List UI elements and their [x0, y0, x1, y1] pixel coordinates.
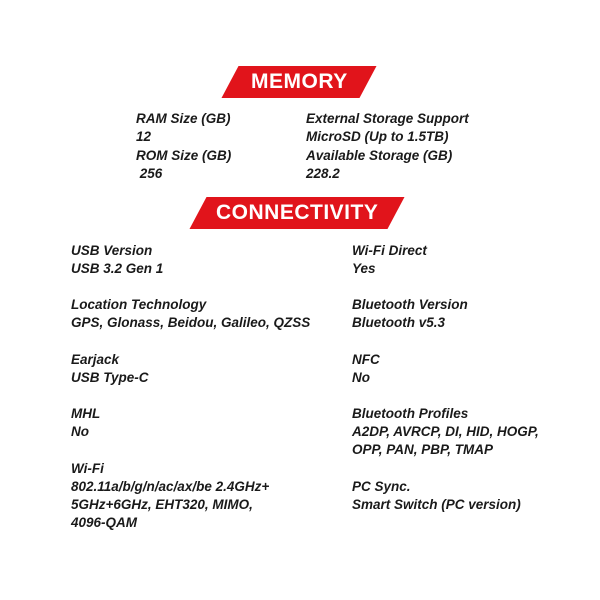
available-storage-spec: [306, 147, 452, 183]
pc-sync-spec: [352, 478, 521, 514]
spec-value: 256: [136, 166, 163, 181]
memory-section-header: [221, 66, 376, 98]
spec-value: 228.2: [306, 166, 340, 181]
bluetooth-version-spec: [352, 296, 468, 332]
memory-title: MEMORY: [250, 70, 348, 93]
spec-label: External Storage Support: [306, 111, 469, 126]
bluetooth-profiles-spec: [352, 405, 539, 459]
spec-value: 12: [136, 129, 152, 144]
ram-size-spec: [136, 110, 231, 146]
spec-label: Available Storage (GB): [306, 148, 453, 163]
spec-value: Yes: [352, 261, 376, 276]
earjack-spec: [71, 351, 149, 387]
spec-label: Bluetooth Version: [352, 297, 468, 312]
location-technology-spec: [71, 296, 310, 332]
spec-value-line: OPP, PAN, PBP, TMAP: [352, 442, 494, 457]
spec-label: NFC: [352, 352, 380, 367]
usb-version-spec: [71, 242, 163, 278]
mhl-spec: [71, 405, 100, 441]
spec-value: No: [352, 370, 370, 385]
spec-label: PC Sync.: [352, 479, 411, 494]
spec-value-line: 4096-QAM: [71, 515, 138, 530]
spec-value-line: 802.11a/b/g/n/ac/ax/be 2.4GHz+: [71, 479, 270, 494]
spec-value: Bluetooth v5.3: [352, 315, 446, 330]
spec-value: Smart Switch (PC version): [352, 497, 521, 512]
spec-label: Wi-Fi Direct: [352, 243, 427, 258]
spec-label: Location Technology: [71, 297, 207, 312]
spec-value: USB 3.2 Gen 1: [71, 261, 164, 276]
connectivity-section-header: [189, 197, 404, 229]
spec-value-line: A2DP, AVRCP, DI, HID, HOGP,: [352, 424, 539, 439]
rom-size-spec: [136, 147, 231, 183]
spec-value: USB Type-C: [71, 370, 149, 385]
connectivity-title: CONNECTIVITY: [215, 201, 379, 224]
spec-label: Bluetooth Profiles: [352, 406, 469, 421]
spec-value: GPS, Glonass, Beidou, Galileo, QZSS: [71, 315, 311, 330]
wifi-direct-spec: [352, 242, 427, 278]
spec-value-line: 5GHz+6GHz, EHT320, MIMO,: [71, 497, 253, 512]
spec-label: USB Version: [71, 243, 153, 258]
spec-label: Earjack: [71, 352, 120, 367]
external-storage-spec: [306, 110, 469, 146]
nfc-spec: [352, 351, 380, 387]
spec-value: MicroSD (Up to 1.5TB): [306, 129, 449, 144]
spec-value: No: [71, 424, 89, 439]
spec-label: ROM Size (GB): [136, 148, 232, 163]
spec-label: MHL: [71, 406, 101, 421]
spec-label: RAM Size (GB): [136, 111, 231, 126]
spec-label: Wi-Fi: [71, 461, 104, 476]
wifi-spec: [71, 460, 269, 532]
